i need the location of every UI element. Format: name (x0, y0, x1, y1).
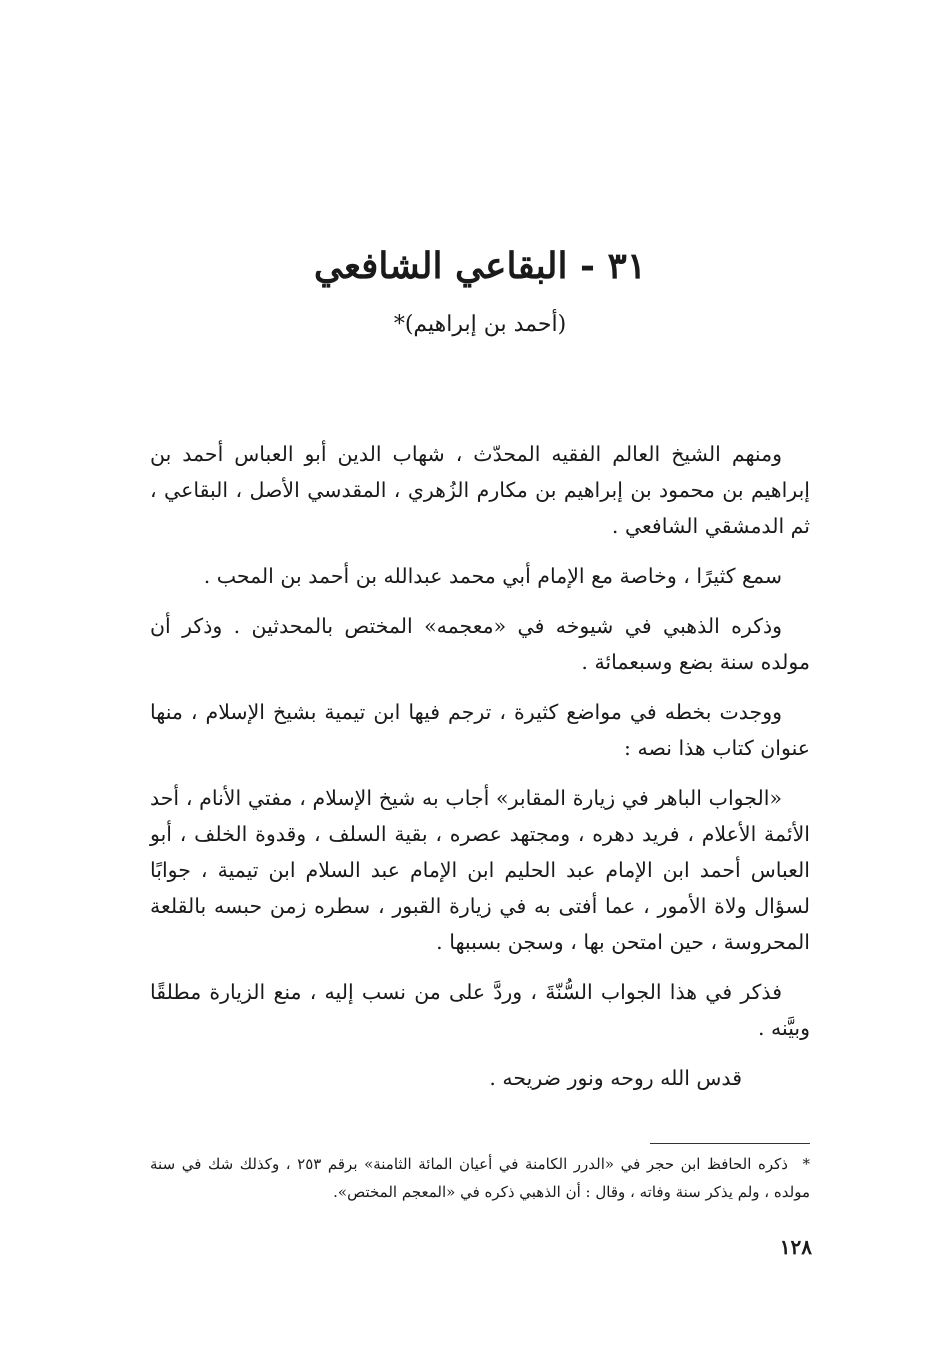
chapter-subtitle: (أحمد بن إبراهيم)* (393, 312, 567, 337)
paragraph-intro: ومنهم الشيخ العالم الفقيه المحدّث ، شهاب الدين أبو العباس أحمد بن إبراهيم بن محمود بن إبراهيم بن مكارم الزُهري ، المقدسي الأصل ، البقاعي ، ثم الدمشقي الشافعي . (150, 442, 810, 538)
paragraph-dhahabi: وذكره الذهبي في شيوخه في «معجمه» المختص بالمحدثين . وذكر أن مولده سنة بضع وسبعمائة . (150, 614, 810, 674)
footnote-text: ذكره الحافظ ابن حجر في «الدرر الكامنة في أعيان المائة الثامنة» برقم ٢٥٣ ، وكذلك شك في سنة مولده ، ولم يذكر سنة وفاته ، وقال : أن الذهبي ذكره في «المعجم المختص». (150, 1155, 810, 1201)
footnote-mark: * (802, 1155, 810, 1173)
paragraph-book-title: «الجواب الباهر في زيارة المقابر» أجاب به شيخ الإسلام ، مفتي الأنام ، أحد الأئمة الأعلام ، فريد دهره ، ومجتهد عصره ، بقية السلف ، وقدوة الخلف ، أبو العباس أحمد ابن الإمام عبد الحليم ابن الإمام عبد السلام ابن تيمية ، جوابًا لسؤال ولاة الأمور ، عما أفتى به في زيارة القبور ، سطره زمن حبسه بالقلعة المحروسة ، حين امتحن بها ، وسجن بسببها . (150, 786, 810, 954)
paragraph-handwriting: ووجدت بخطه في مواضع كثيرة ، ترجم فيها ابن تيمية بشيخ الإسلام ، منها عنوان كتاب هذا نصه : (150, 700, 810, 760)
chapter-title: ٣١ - البقاعي الشافعي (313, 245, 647, 287)
footnote (150, 1150, 810, 1206)
paragraph-answer: فذكر في هذا الجواب السُّنّةَ ، وردَّ على من نسب إليه ، منع الزيارة مطلقًا وبيَّنه . (150, 980, 810, 1040)
page-number: ١٢٨ (779, 1235, 812, 1259)
paragraph-hearing: سمع كثيرًا ، وخاصة مع الإمام أبي محمد عبدالله بن أحمد بن المحب . (203, 564, 782, 588)
paragraph-closing: قدس الله روحه ونور ضريحه . (489, 1066, 742, 1090)
footnote-divider (650, 1143, 810, 1144)
body-text (150, 436, 810, 1110)
